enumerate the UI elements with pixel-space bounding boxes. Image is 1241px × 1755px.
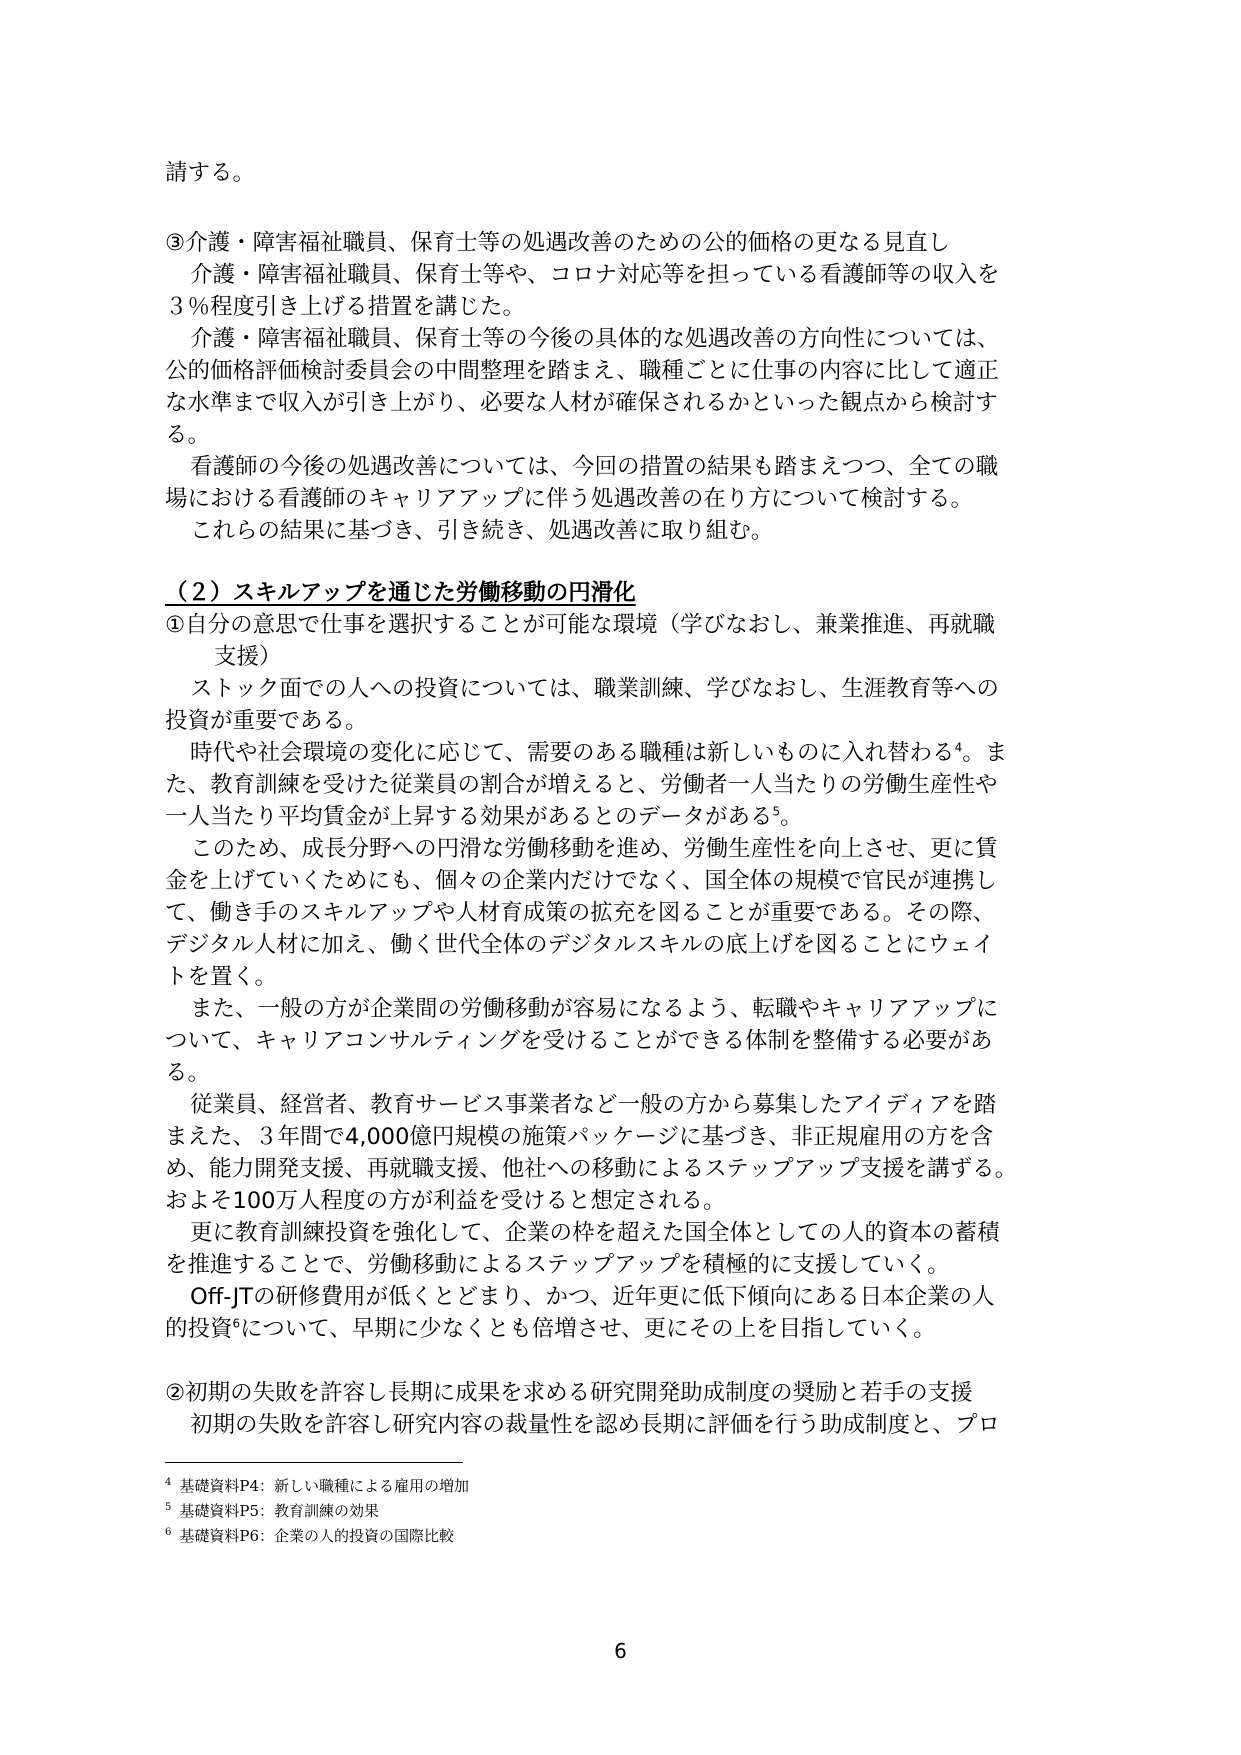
body-line: トを置く。 (165, 964, 278, 990)
footnote-ref: 4 (954, 740, 963, 755)
body-line: る。 (165, 422, 211, 448)
footnote-ref: 6 (232, 1316, 241, 1331)
subsection-heading: ①自分の意思で仕事を選択することが可能な環境（学びなおし、兼業推進、再就職 (165, 612, 996, 638)
body-line: まえた、３年間で4,000億円規模の施策パッケージに基づき、非正規雇用の方を含 (165, 1124, 994, 1150)
body-line: 場における看護師のキャリアアップに伴う処遇改善の在り方について検討する。 (165, 486, 973, 512)
body-line: 金を上げていくためにも、個々の企業内だけでなく、国全体の規模で官民が連携し (165, 868, 998, 894)
body-line: 従業員、経営者、教育サービス事業者など一般の方から募集したアイディアを踏 (190, 1092, 997, 1118)
section-heading: （２）スキルアップを通じた労働移動の円滑化 (165, 580, 636, 606)
body-line: ついて、キャリアコンサルティングを受けることができる体制を整備する必要があ (165, 1028, 993, 1054)
footnote: $^5$ 基礎資料P5：教育訓練の効果 (165, 1502, 380, 1520)
body-line: を推進することで、労働移動によるステップアップを積極的に支援していく。 (165, 1252, 950, 1278)
body-line: 更に教育訓練投資を強化して、企業の枠を超えた国全体としての人的資本の蓄積 (190, 1220, 1000, 1246)
body-line: な水準まで収入が引き上がり、必要な人材が確保されるかといった観点から検討す (165, 390, 998, 416)
body-line: 請する。 (165, 160, 256, 186)
body-line: 介護・障害福祉職員、保育士等や、コロナ対応等を担っている看護師等の収入を (190, 262, 1000, 288)
body-line: これらの結果に基づき、引き続き、処遇改善に取り組む。 (190, 518, 774, 544)
body-line: て、働き手のスキルアップや人材育成策の拡充を図ることが重要である。その際、 (165, 900, 996, 926)
subsection-heading: ②初期の失敗を許容し長期に成果を求める研究開発助成制度の奨励と若手の支援 (165, 1380, 973, 1406)
body-line: また、一般の方が企業間の労働移動が容易になるよう、転職やキャリアアップに (190, 996, 999, 1022)
body-line: 時代や社会環境の変化に応じて、需要のある職種は新しいものに入れ替わる$^4$。ま (190, 740, 1008, 766)
footnote: $^4$ 基礎資料P4：新しい職種による雇用の増加 (165, 1477, 470, 1495)
body-line: ３％程度引き上げる措置を講じた。 (165, 294, 526, 320)
body-line: め、能力開発支援、再就職支援、他社への移動によるステップアップ支援を講ずる。 (165, 1156, 1018, 1182)
body-line: 介護・障害福祉職員、保育士等の今後の具体的な処遇改善の方向性については、 (190, 326, 1000, 352)
subsection-heading: ③介護・障害福祉職員、保育士等の処遇改善のための公的価格の更なる見直し (165, 230, 951, 256)
body-line: 公的価格評価検討委員会の中間整理を踏まえ、職種ごとに仕事の内容に比して適正 (165, 358, 999, 384)
body-line: このため、成長分野への円滑な労働移動を進め、労働生産性を向上させ、更に賃 (190, 836, 998, 862)
body-line: およそ100万人程度の方が利益を受けると想定される。 (165, 1188, 726, 1214)
body-line: 投資が重要である。 (165, 708, 368, 734)
body-line: 初期の失敗を許容し研究内容の裁量性を認め長期に評価を行う助成制度と、プロ (190, 1412, 1001, 1438)
body-line: ストック面での人への投資については、職業訓練、学びなおし、生涯教育等への (190, 676, 999, 702)
subsection-heading-cont: 支援） (214, 644, 282, 670)
body-line: デジタル人材に加え、働く世代全体のデジタルスキルの底上げを図ることにウェイ (165, 932, 995, 958)
footnote: $^6$ 基礎資料P6：企業の人的投資の国際比較 (165, 1527, 455, 1545)
body-line: 一人当たり平均賃金が上昇する効果があるとのデータがある$^5$。 (165, 804, 803, 830)
body-line: Off-JTの研修費用が低くとどまり、かつ、近年更に低下傾向にある日本企業の人 (190, 1284, 995, 1310)
body-line: 看護師の今後の処遇改善については、今回の措置の結果も踏まえつつ、全ての職 (190, 454, 999, 480)
page-number: 6 (614, 1639, 627, 1663)
footnote-divider (165, 1462, 463, 1463)
footnote-ref: 5 (772, 804, 781, 819)
body-line: た、教育訓練を受けた従業員の割合が増えると、労働者一人当たりの労働生産性や (165, 772, 998, 798)
body-line: 的投資$^6$について、早期に少なくとも倍増させ、更にその上を目指していく。 (165, 1316, 936, 1342)
body-line: る。 (165, 1060, 211, 1086)
